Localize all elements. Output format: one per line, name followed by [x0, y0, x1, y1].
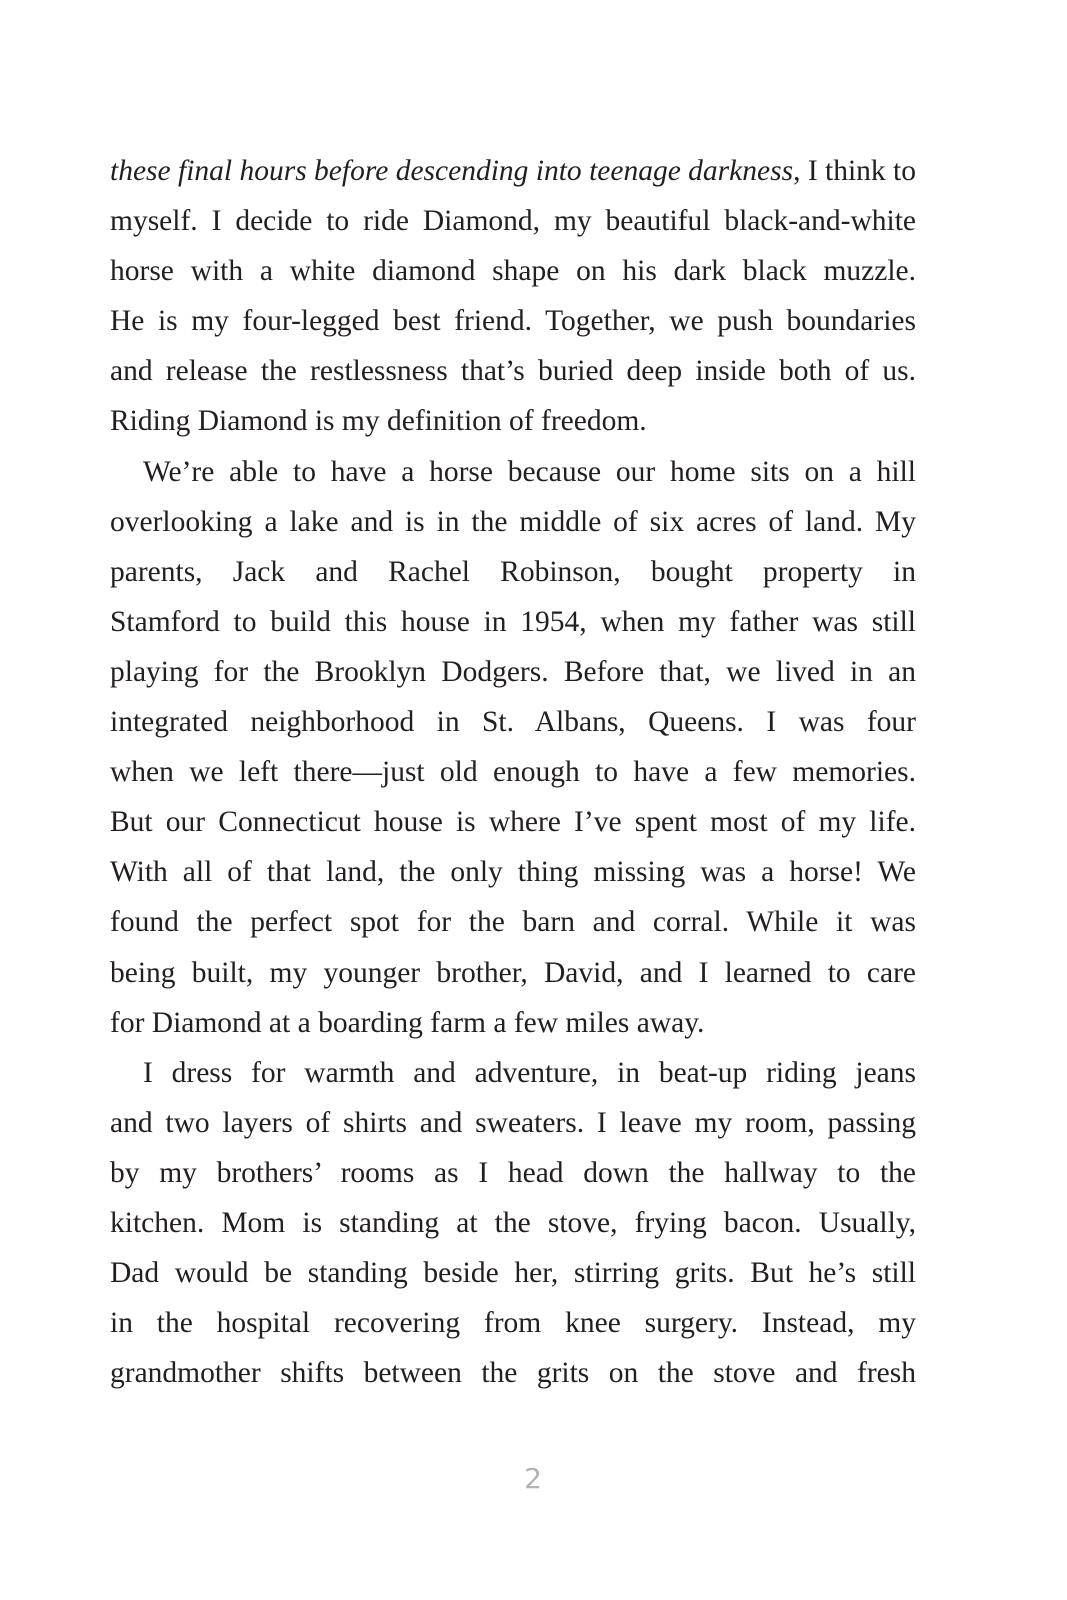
text-line: myself. I decide to ride Diamond, my beautiful black-and-white: [110, 205, 916, 238]
text-line: horse with a white diamond shape on his dark black muzzle.: [110, 255, 916, 288]
text-line: But our Connecticut house is where I’ve spent most of my life.: [110, 806, 916, 839]
text-line: found the perfect spot for the barn and corral. While it was: [110, 906, 916, 939]
text-line: overlooking a lake and is in the middle of six acres of land. My: [110, 505, 916, 538]
body-text: [110, 146, 916, 1398]
text-line: integrated neighborhood in St. Albans, Queens. I was four: [110, 706, 916, 739]
line-text: , I think to: [793, 155, 916, 187]
text-line: and release the restlessness that’s buried deep inside both of us.: [110, 355, 916, 388]
text-line: in the hospital recovering from knee surgery. Instead, my: [110, 1307, 916, 1340]
text-line: by my brothers’ rooms as I head down the hallway to the: [110, 1156, 916, 1189]
text-line: parents, Jack and Rachel Robinson, bought property in: [110, 555, 916, 588]
paragraph-1: [110, 146, 916, 447]
text-line: Stamford to build this house in 1954, when my father was still: [110, 605, 916, 638]
text-line: [110, 146, 916, 196]
text-line: kitchen. Mom is standing at the stove, frying bacon. Usually,: [110, 1206, 916, 1239]
text-line: With all of that land, the only thing missing was a horse! We: [110, 856, 916, 889]
italic-phrase: these final hours before descending into teenage darkness: [110, 155, 794, 187]
paragraph-3: [110, 1048, 916, 1399]
text-line: for Diamond at a boarding farm a few miles away.: [110, 1006, 705, 1039]
text-line: playing for the Brooklyn Dodgers. Before that, we lived in an: [110, 655, 916, 688]
text-line: and two layers of shirts and sweaters. I leave my room, passing: [110, 1106, 916, 1139]
text-line: Riding Diamond is my definition of freedom.: [110, 405, 647, 438]
text-line: I dress for warmth and adventure, in beat-up riding jeans: [143, 1056, 916, 1089]
text-line: Dad would be standing beside her, stirring grits. But he’s still: [110, 1257, 916, 1290]
text-line: He is my four-legged best friend. Together, we push boundaries: [110, 305, 916, 338]
text-line: when we left there—just old enough to have a few memories.: [110, 756, 916, 789]
page-number: 2: [524, 1462, 543, 1495]
text-line: We’re able to have a horse because our home sits on a hill: [143, 455, 916, 488]
text-line: being built, my younger brother, David, and I learned to care: [110, 956, 916, 989]
paragraph-2: [110, 447, 916, 1048]
text-line: grandmother shifts between the grits on the stove and fresh: [110, 1357, 916, 1390]
